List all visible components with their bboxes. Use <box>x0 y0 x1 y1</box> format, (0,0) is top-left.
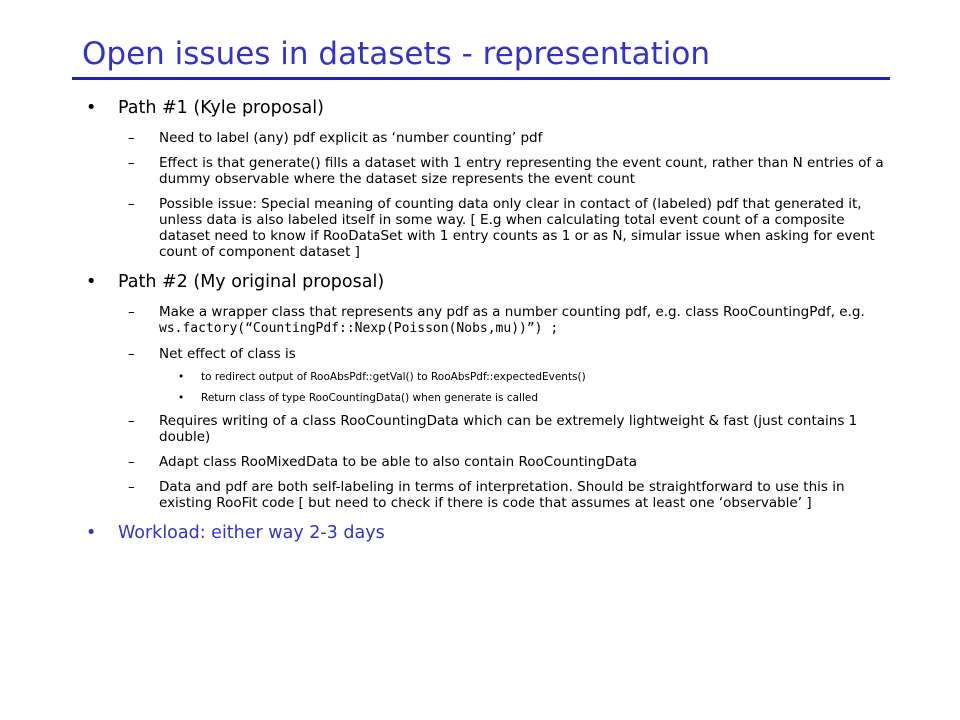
bullet-workload <box>86 522 886 544</box>
path-2-item-2 <box>86 346 886 362</box>
bullet-path-1 <box>86 97 886 119</box>
path-2-item-4-text: Adapt class RooMixedData to be able to also contain RooCountingData <box>159 454 638 470</box>
dash-icon: – <box>128 155 135 171</box>
path-2-subitem-1 <box>86 371 886 384</box>
path-2-item-1 <box>86 304 886 337</box>
bullet-icon: • <box>86 272 97 292</box>
workload-text: Workload: either way 2-3 days <box>118 523 385 543</box>
path-1-heading: Path #1 (Kyle proposal) <box>118 98 324 118</box>
path-2-subitem-2 <box>86 392 886 405</box>
path-2-item-5 <box>86 479 886 511</box>
path-1-item-2 <box>86 155 886 187</box>
bullet-path-2 <box>86 271 886 293</box>
dash-icon: – <box>128 130 135 146</box>
dot-icon: • <box>178 392 185 404</box>
path-2-heading: Path #2 (My original proposal) <box>118 272 385 292</box>
dash-icon: – <box>128 479 135 495</box>
path-2-item-1-text: Make a wrapper class that represents any pdf as a number counting pdf, e.g. class RooCountingPdf, e.g. <box>159 304 865 320</box>
dash-icon: – <box>128 304 135 320</box>
path-2-subitem-2-text: Return class of type RooCountingData() when generate is called <box>201 392 539 404</box>
path-1-item-1 <box>86 130 886 146</box>
dot-icon: • <box>178 371 185 383</box>
slide-title: Open issues in datasets - representation <box>82 36 711 72</box>
path-2-item-4 <box>86 454 886 470</box>
path-1-item-2-text: Effect is that generate() fills a dataset with 1 entry representing the event count, rather than N entries of a dummy observable where the dataset size represents the event count <box>159 155 884 187</box>
bullet-icon: • <box>86 98 97 118</box>
path-1-item-3-text: Possible issue: Special meaning of counting data only clear in contact of (labeled) pdf that generated it, unless data is also labeled itself in some way. [ E.g when calculating total event count of a composite dataset need to know if RooDataSet with 1 entry counts as 1 or as N, simular issue when asking for event count of component dataset ] <box>159 196 875 260</box>
dash-icon: – <box>128 454 135 470</box>
title-underline <box>72 77 890 80</box>
bullet-icon: • <box>86 523 97 543</box>
path-1-item-3 <box>86 196 886 260</box>
dash-icon: – <box>128 413 135 429</box>
path-1-item-1-text: Need to label (any) pdf explicit as ‘number counting’ pdf <box>159 130 543 146</box>
dash-icon: – <box>128 196 135 212</box>
path-2-subitem-1-text: to redirect output of RooAbsPdf::getVal() to RooAbsPdf::expectedEvents() <box>201 371 586 383</box>
path-2-item-5-text: Data and pdf are both self-labeling in terms of interpretation. Should be straightforward to use this in existing RooFit code [ but need to check if there is code that assumes at least one ‘observable’ ] <box>159 479 845 511</box>
code-snippet: ws.factory(“CountingPdf::Nexp(Poisson(Nobs,mu))”) ; <box>159 321 559 336</box>
slide-content <box>86 97 886 550</box>
dash-icon: – <box>128 346 135 362</box>
path-2-item-3-text: Requires writing of a class RooCountingData which can be extremely lightweight & fast (just contains 1 double) <box>159 413 858 445</box>
path-2-item-2-text: Net effect of class is <box>159 346 296 362</box>
path-2-item-3 <box>86 413 886 445</box>
